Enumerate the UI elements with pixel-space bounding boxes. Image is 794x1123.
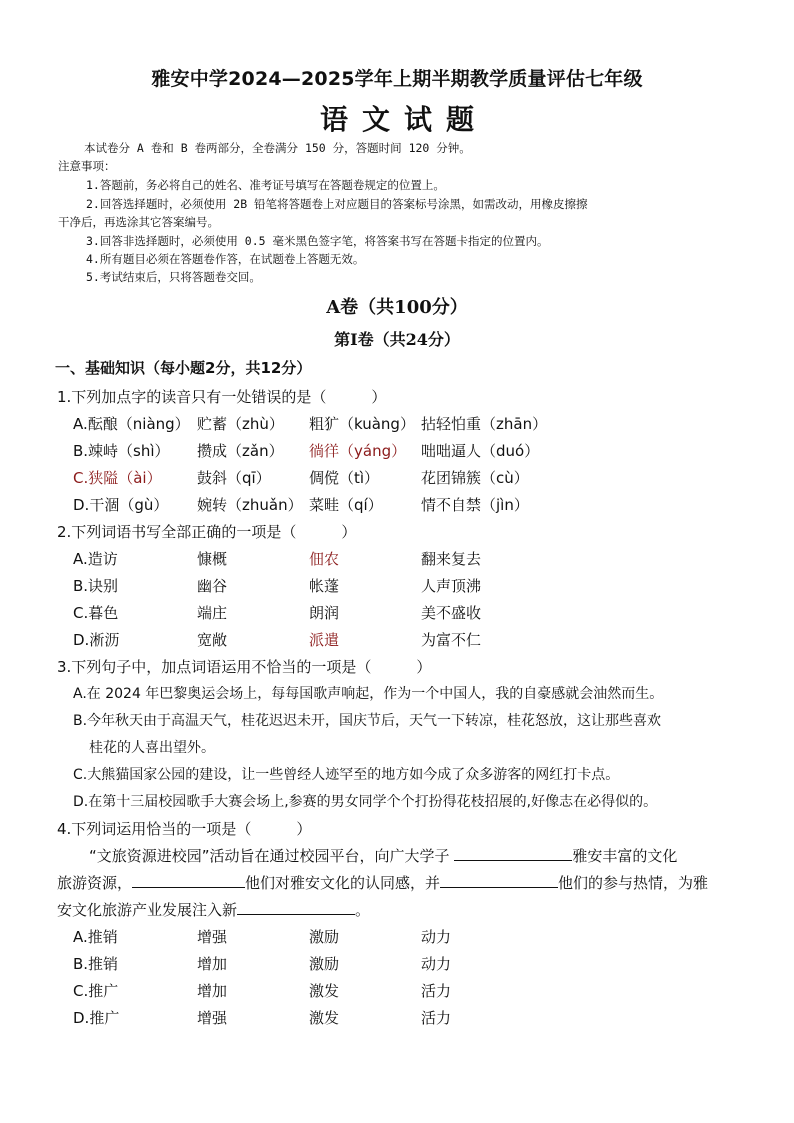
q2-option-c-1: C.暮色	[73, 604, 119, 622]
q2-option-a-2: 慷概	[197, 550, 228, 568]
q1-option-c-2: 鼓斜（qī）	[197, 469, 271, 487]
q4-option-a-3: 激励	[309, 928, 340, 946]
note-4: 4.所有题目必须在答题卷作答，在试题卷上答题无效。	[86, 252, 365, 266]
q2-option-b-1: B.诀别	[73, 577, 119, 595]
note-3: 3.回答非选择题时，必须使用 0.5 毫米黑色签字笔，将答案书写在答题卡指定的位置内。	[86, 234, 549, 248]
part-a-heading: A卷（共100分）	[326, 297, 468, 318]
intro-line: 本试卷分 A 卷和 B 卷两部分，全卷满分 150 分，答题时间 120 分钟。	[84, 141, 471, 155]
note-2: 2.回答选择题时，必须使用 2B 铅笔将答题卷上对应题目的答案标号涂黑，如需改动，用橡皮擦擦	[86, 197, 588, 211]
q1-option-b-2: 攒成（zǎn）	[197, 442, 284, 460]
q2-option-d-4: 为富不仁	[421, 631, 482, 649]
q1-option-c-4: 花团锦簇（cù）	[421, 469, 529, 487]
q1-option-b-1: B.竦峙（shì）	[73, 442, 170, 460]
q2-option-c-4: 美不盛收	[421, 604, 482, 622]
note-2-cont: 干净后，再选涂其它答案编号。	[58, 215, 219, 229]
question-1-stem: 1.下列加点字的读音只有一处错误的是（ ）	[57, 388, 387, 406]
q4-option-b-1: B.推销	[73, 955, 119, 973]
q1-option-d-2: 婉转（zhuǎn）	[197, 496, 303, 514]
part-1-heading: 第Ⅰ卷（共24分）	[334, 330, 460, 349]
q2-option-a-3: 佃农	[309, 550, 340, 568]
q2-option-d-1: D.淅沥	[73, 631, 120, 649]
q2-option-a-4: 翻来复去	[421, 550, 482, 568]
q4-passage-line-1	[89, 845, 677, 866]
q3-option-a: A.在 2024 年巴黎奥运会场上，每每国歌声响起，作为一个中国人，我的自豪感就会油然而生。	[73, 686, 664, 702]
q1-option-a-2: 贮蓄（zhù）	[197, 415, 284, 433]
q2-option-a-1: A.造访	[73, 550, 118, 568]
q4-passage-text: 安文化旅游产业发展注入新	[57, 901, 238, 919]
q4-option-a-4: 动力	[421, 928, 452, 946]
q4-passage-text: 他们对雅安文化的认同感，并	[245, 874, 441, 892]
answer-blank	[132, 873, 245, 888]
q4-passage-text: “文旅资源进校园”活动旨在通过校园平台，向广大学子	[89, 847, 450, 865]
question-2-stem: 2.下列词语书写全部正确的一项是（ ）	[57, 523, 357, 541]
q2-option-d-2: 宽敞	[197, 631, 228, 649]
q1-option-a-3: 粗犷（kuàng）	[309, 415, 415, 433]
question-4-stem: 4.下列词运用恰当的一项是（ ）	[57, 820, 312, 838]
q4-option-c-3: 激发	[309, 982, 340, 1000]
q4-option-a-1: A.推销	[73, 928, 118, 946]
q3-option-b-cont: 桂花的人喜出望外。	[89, 740, 215, 756]
q3-option-b: B.今年秋天由于高温天气，桂花迟迟未开，国庆节后，天气一下转凉，桂花怒放，这让那些喜欢	[73, 713, 662, 729]
q4-option-c-4: 活力	[421, 982, 452, 1000]
q4-option-a-2: 增强	[197, 928, 228, 946]
q4-option-c-2: 增加	[197, 982, 228, 1000]
q4-passage-text: 他们的参与热情，为雅	[558, 874, 709, 892]
answer-blank	[237, 900, 355, 915]
q2-option-b-2: 幽谷	[197, 577, 228, 595]
q1-option-d-3: 菜畦（qí）	[309, 496, 383, 514]
subject-title: 语文试题	[319, 103, 488, 136]
q3-option-c: C.大熊猫国家公园的建设，让一些曾经人迹罕至的地方如今成了众多游客的网红打卡点。	[73, 767, 620, 783]
q3-option-d: D.在第十三届校园歌手大赛会场上,参赛的男女同学个个打扮得花枝招展的,好像志在必得似的。	[73, 794, 658, 810]
q1-option-d-1: D.干涸（gù）	[73, 496, 169, 514]
q4-passage-line-2	[57, 872, 708, 893]
q4-passage-line-3	[57, 899, 370, 920]
answer-blank	[454, 846, 572, 861]
q4-passage-text: 旅游资源，	[57, 874, 133, 892]
q4-option-b-3: 激励	[309, 955, 340, 973]
q1-option-b-4: 咄咄逼人（duó）	[421, 442, 540, 460]
q4-option-b-4: 动力	[421, 955, 452, 973]
answer-blank	[440, 873, 558, 888]
q1-option-c-3: 倜傥（tì）	[309, 469, 380, 487]
q2-option-c-3: 朗润	[309, 604, 340, 622]
q1-option-d-4: 情不自禁（jìn）	[421, 496, 529, 514]
note-1: 1.答题前，务必将自己的姓名、准考证号填写在答题卷规定的位置上。	[86, 178, 445, 192]
q2-option-b-3: 帐蓬	[309, 577, 340, 595]
q1-option-c-1: C.狭隘（ài）	[73, 469, 162, 487]
exam-title: 雅安中学2024—2025学年上期半期教学质量评估七年级	[151, 68, 643, 90]
q4-passage-text: 。	[355, 901, 371, 919]
q4-passage-text: 雅安丰富的文化	[572, 847, 678, 865]
q4-option-c-1: C.推广	[73, 982, 119, 1000]
q2-option-b-4: 人声顶沸	[421, 577, 482, 595]
q2-option-d-3: 派遣	[309, 631, 340, 649]
q4-option-d-4: 活力	[421, 1009, 452, 1027]
q4-option-b-2: 增加	[197, 955, 228, 973]
note-5: 5.考试结束后，只将答题卷交回。	[86, 270, 261, 284]
q4-option-d-2: 增强	[197, 1009, 228, 1027]
notes-title: 注意事项：	[58, 159, 116, 173]
q1-option-a-1: A.酝酿（niàng）	[73, 415, 190, 433]
section-heading: 一、基础知识（每小题2分，共12分）	[55, 359, 312, 377]
q1-option-b-3: 徜徉（yáng）	[309, 442, 407, 460]
q4-option-d-1: D.推广	[73, 1009, 120, 1027]
q1-option-a-4: 拈轻怕重（zhān）	[421, 415, 548, 433]
question-3-stem: 3.下列句子中，加点词语运用不恰当的一项是（ ）	[57, 658, 432, 676]
q4-option-d-3: 激发	[309, 1009, 340, 1027]
q2-option-c-2: 端庄	[197, 604, 228, 622]
